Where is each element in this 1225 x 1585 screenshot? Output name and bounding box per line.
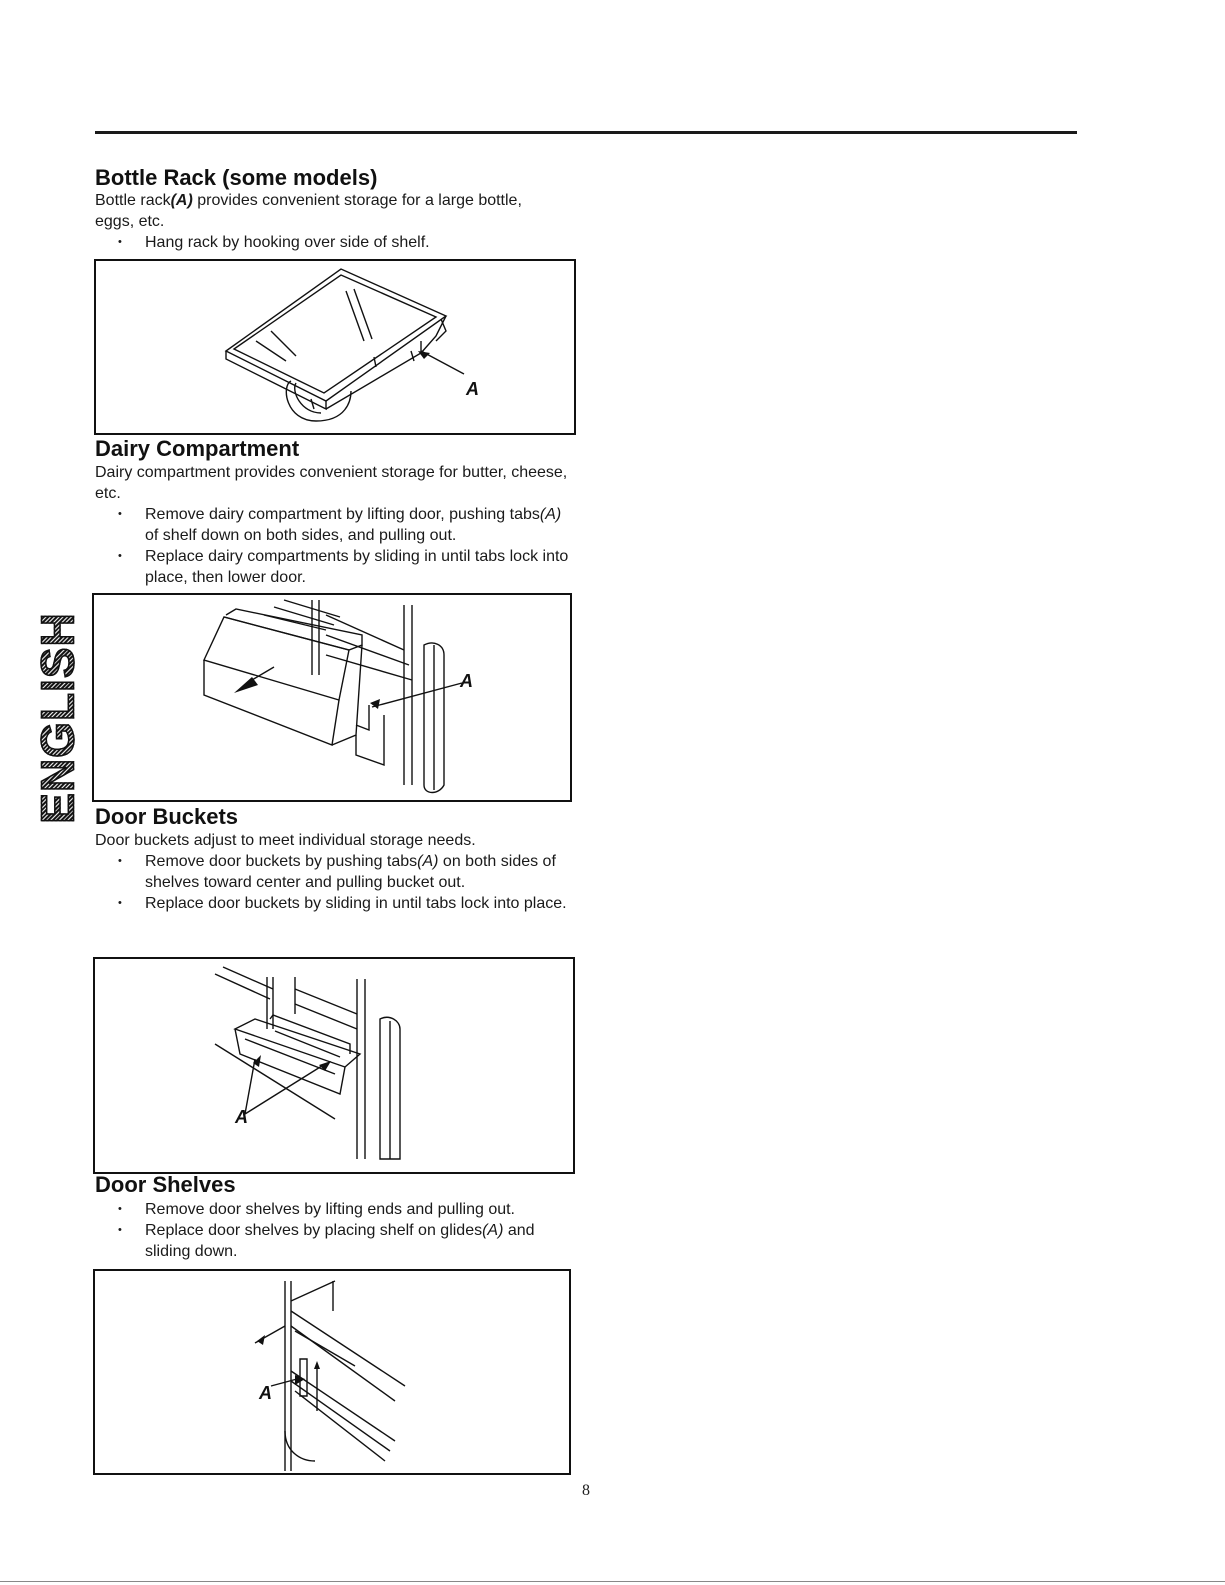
bottom-rule (0, 1581, 1225, 1582)
arrow-icon (370, 699, 380, 709)
list-item: • Remove dairy compartment by lifting door, pushing tabs(A) of shelf down on both sides, and pulling out. (95, 504, 575, 546)
door-buckets-illustration (95, 959, 573, 1172)
door-buckets-bullets (95, 851, 575, 914)
list-item: • Remove door shelves by lifting ends and pulling out. (95, 1199, 575, 1220)
bottle-rack-heading: Bottle Rack (some models) (95, 165, 378, 190)
language-tab (32, 601, 84, 835)
bottle-rack-figure (94, 259, 576, 435)
list-item: • Remove door buckets by pushing tabs(A) on both sides of shelves toward center and pulling bucket out. (95, 851, 575, 893)
dairy-compartment-bullets (95, 504, 575, 588)
bottle-rack-illustration (96, 261, 574, 433)
list-item: • Replace dairy compartments by sliding in until tabs lock into place, then lower door. (95, 546, 575, 588)
arrow-icon (314, 1361, 320, 1369)
figure-label-a: A (235, 1107, 248, 1127)
figure-label-a: A (466, 379, 479, 399)
arrow-icon (257, 1335, 265, 1345)
arrow-icon (234, 677, 258, 693)
figure-label-a: A (259, 1383, 272, 1403)
top-rule (95, 131, 1077, 134)
arrow-icon (319, 1061, 331, 1071)
figure-label-a: A (460, 671, 473, 691)
door-buckets-heading: Door Buckets (95, 804, 239, 829)
dairy-compartment-illustration (94, 595, 570, 800)
dairy-compartment-heading: Dairy Compartment (95, 436, 300, 461)
door-shelves-figure (93, 1269, 571, 1475)
list-item: • Replace door buckets by sliding in until tabs lock into place. (95, 893, 575, 914)
language-tab-label: ENGLISH (32, 612, 84, 824)
dairy-compartment-figure (92, 593, 572, 802)
door-shelves-illustration (95, 1271, 569, 1473)
dairy-compartment-intro: Dairy compartment provides convenient storage for butter, cheese, etc. (95, 464, 568, 502)
list-item: • Replace door shelves by placing shelf on glides(A) and sliding down. (95, 1220, 575, 1262)
door-shelves-bullets (95, 1199, 575, 1262)
list-item: • Hang rack by hooking over side of shelf. (95, 232, 575, 253)
page-number: 8 (582, 1482, 590, 1499)
door-shelves-heading: Door Shelves (95, 1172, 236, 1197)
bottle-rack-bullets (95, 232, 575, 253)
bottle-rack-intro: Bottle rack(A) provides convenient storage for a large bottle, eggs, etc. (95, 192, 522, 230)
door-buckets-intro: Door buckets adjust to meet individual storage needs. (95, 832, 476, 849)
door-buckets-figure (93, 957, 575, 1174)
